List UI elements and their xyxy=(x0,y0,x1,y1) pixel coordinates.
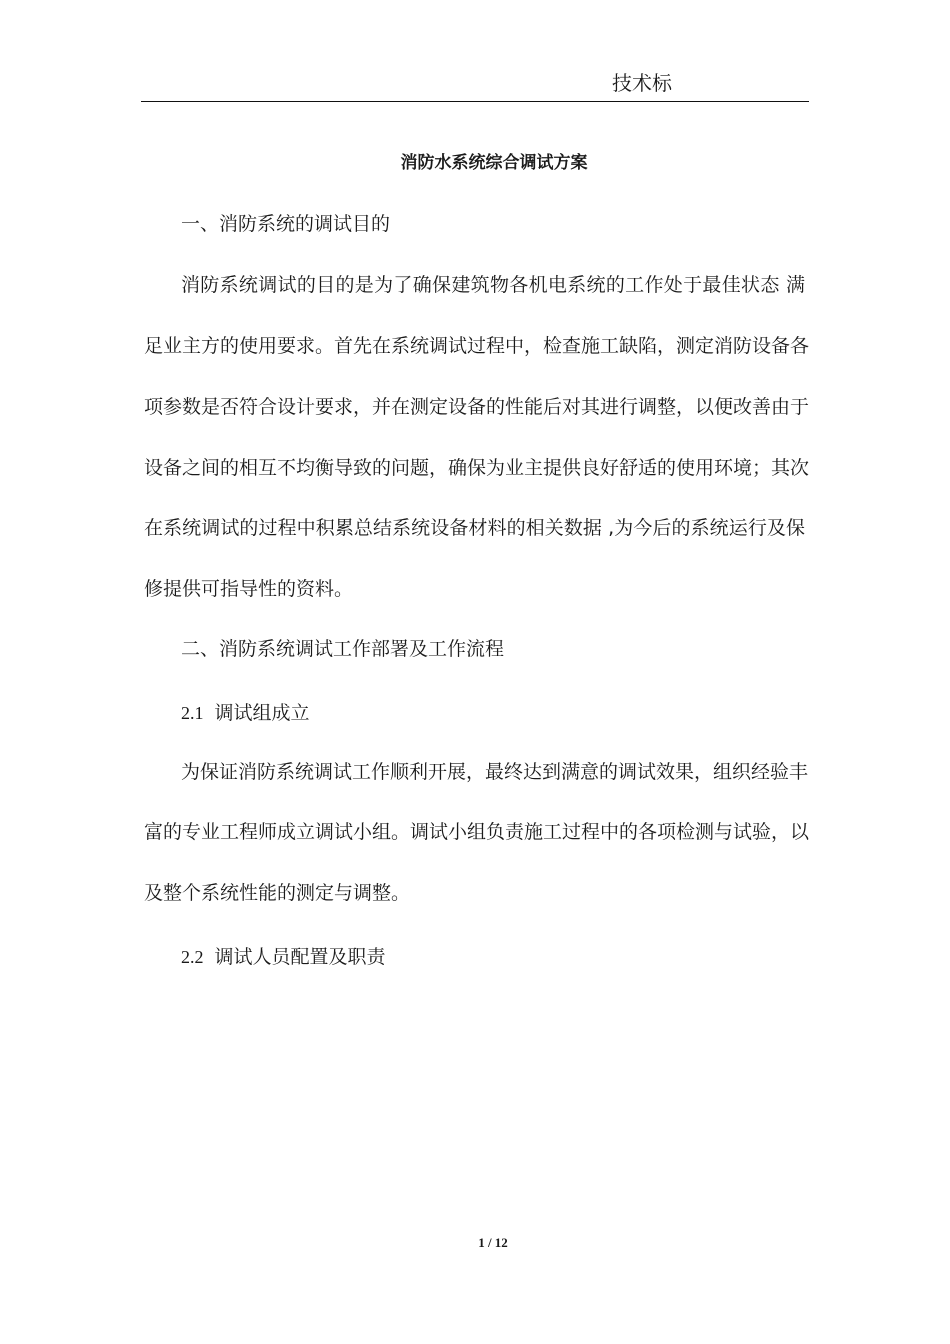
section-heading-1: 一、消防系统的调试目的 xyxy=(181,213,391,235)
paragraph-line: 设备之间的相互不均衡导致的问题，确保为业主提供良好舒适的使用环境；其次 xyxy=(144,457,810,479)
paragraph-line: 富的专业工程师成立调试小组。调试小组负责施工过程中的各项检测与试验，以 xyxy=(144,821,810,843)
subsection-number: 2.1 xyxy=(181,703,204,723)
paragraph-line: 足业主方的使用要求。首先在系统调试过程中，检查施工缺陷，测定消防设备各 xyxy=(144,335,810,357)
subsection-label: 调试人员配置及职责 xyxy=(214,946,386,968)
subsection-label: 调试组成立 xyxy=(214,702,310,724)
page-indicator: 1 / 12 xyxy=(478,1235,508,1250)
paragraph-line: 修提供可指导性的资料。 xyxy=(144,578,354,600)
paragraph-line: 为保证消防系统调试工作顺利开展，最终达到满意的调试效果，组织经验丰 xyxy=(181,761,809,783)
paragraph-line: 项参数是否符合设计要求，并在测定设备的性能后对其进行调整，以便改善由于 xyxy=(144,396,810,418)
header-rule xyxy=(141,101,809,102)
document-title: 消防水系统综合调试方案 xyxy=(400,153,588,173)
subsection-heading-2-1 xyxy=(181,700,310,726)
paragraph-line: 在系统调试的过程中积累总结系统设备材料的相关数据 ,为今后的系统运行及保 xyxy=(144,517,805,539)
subsection-number: 2.2 xyxy=(181,947,204,967)
paragraph-line: 及整个系统性能的测定与调整。 xyxy=(144,882,411,904)
header-label: 技术标 xyxy=(612,71,672,95)
subsection-heading-2-2 xyxy=(181,944,386,970)
section-heading-2: 二、消防系统调试工作部署及工作流程 xyxy=(181,638,505,660)
paragraph-line: 消防系统调试的目的是为了确保建筑物各机电系统的工作处于最佳状态 满 xyxy=(181,274,805,296)
